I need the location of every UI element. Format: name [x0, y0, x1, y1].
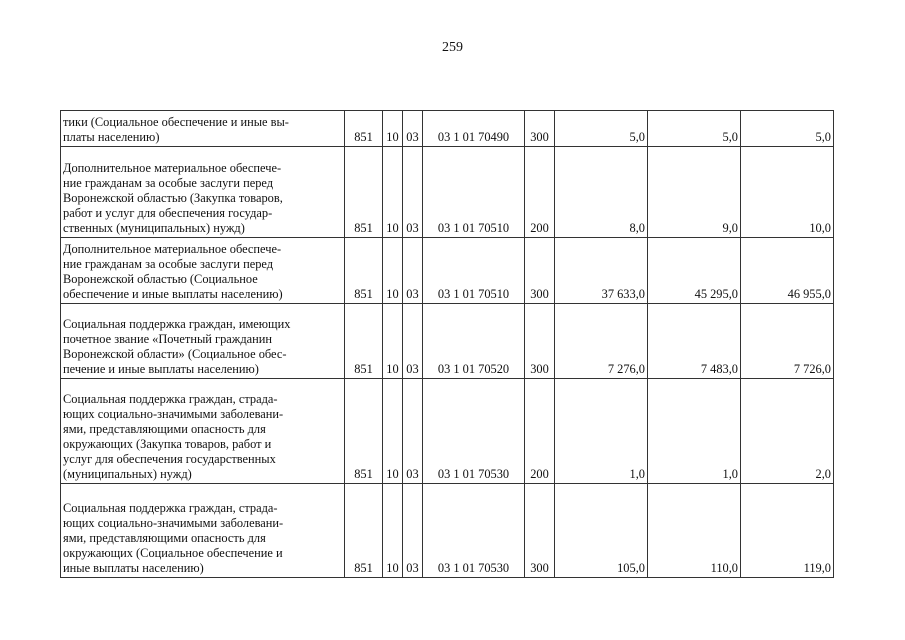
- page-number: 259: [442, 40, 463, 55]
- grbs-cell: 851: [345, 484, 383, 578]
- grbs-cell: 851: [345, 379, 383, 484]
- amount-year3: 119,0: [741, 484, 834, 578]
- grbs-cell: 851: [345, 147, 383, 238]
- amount-year3: 7 726,0: [741, 304, 834, 379]
- amount-year3: 2,0: [741, 379, 834, 484]
- rz-cell: 10: [383, 111, 403, 147]
- row-description: Социальная поддержка граждан, имеющих почетное звание «Почетный гражданин Воронежской области» (Социальное обес- печение и иные выплаты населению): [61, 304, 345, 379]
- rz-cell: 10: [383, 484, 403, 578]
- amount-year2: 7 483,0: [648, 304, 741, 379]
- csr-cell: 03 1 01 70520: [423, 304, 525, 379]
- amount-year2: 9,0: [648, 147, 741, 238]
- rz-cell: 10: [383, 238, 403, 304]
- row-description: тики (Социальное обеспечение и иные вы- платы населению): [61, 111, 345, 147]
- rz-cell: 10: [383, 147, 403, 238]
- amount-year2: 110,0: [648, 484, 741, 578]
- vr-cell: 200: [525, 147, 555, 238]
- amount-year3: 10,0: [741, 147, 834, 238]
- amount-year3: 46 955,0: [741, 238, 834, 304]
- vr-cell: 300: [525, 304, 555, 379]
- budget-table: [60, 110, 834, 578]
- amount-year2: 5,0: [648, 111, 741, 147]
- table-row: [61, 147, 834, 238]
- amount-year1: 37 633,0: [555, 238, 648, 304]
- row-description: Социальная поддержка граждан, страда- ющих социально-значимыми заболевани- ями, представляющими опасность для окружающих (Социальное обеспечение и иные выплаты населению): [61, 484, 345, 578]
- row-description: Социальная поддержка граждан, страда- ющих социально-значимыми заболевани- ями, представляющими опасность для окружающих (Закупка товаров, работ и услуг для обеспечения государственных (муниципальных) нужд): [61, 379, 345, 484]
- csr-cell: 03 1 01 70510: [423, 238, 525, 304]
- csr-cell: 03 1 01 70530: [423, 379, 525, 484]
- vr-cell: 200: [525, 379, 555, 484]
- csr-cell: 03 1 01 70530: [423, 484, 525, 578]
- amount-year2: 45 295,0: [648, 238, 741, 304]
- table-row: [61, 111, 834, 147]
- table-row: [61, 484, 834, 578]
- csr-cell: 03 1 01 70490: [423, 111, 525, 147]
- amount-year1: 105,0: [555, 484, 648, 578]
- amount-year1: 7 276,0: [555, 304, 648, 379]
- amount-year1: 1,0: [555, 379, 648, 484]
- csr-cell: 03 1 01 70510: [423, 147, 525, 238]
- vr-cell: 300: [525, 238, 555, 304]
- pr-cell: 03: [403, 147, 423, 238]
- amount-year2: 1,0: [648, 379, 741, 484]
- amount-year1: 8,0: [555, 147, 648, 238]
- vr-cell: 300: [525, 484, 555, 578]
- amount-year3: 5,0: [741, 111, 834, 147]
- grbs-cell: 851: [345, 111, 383, 147]
- pr-cell: 03: [403, 304, 423, 379]
- row-description: Дополнительное материальное обеспече- ние гражданам за особые заслуги перед Воронежской областью (Социальное обеспечение и иные выплаты населению): [61, 238, 345, 304]
- table-row: [61, 304, 834, 379]
- grbs-cell: 851: [345, 304, 383, 379]
- grbs-cell: 851: [345, 238, 383, 304]
- rz-cell: 10: [383, 304, 403, 379]
- rz-cell: 10: [383, 379, 403, 484]
- row-description: Дополнительное материальное обеспече- ние гражданам за особые заслуги перед Воронежской областью (Закупка товаров, работ и услуг для обеспечения государ- ственных (муниципальных) нужд): [61, 147, 345, 238]
- pr-cell: 03: [403, 379, 423, 484]
- amount-year1: 5,0: [555, 111, 648, 147]
- table-row: [61, 379, 834, 484]
- vr-cell: 300: [525, 111, 555, 147]
- table-row: [61, 238, 834, 304]
- pr-cell: 03: [403, 111, 423, 147]
- pr-cell: 03: [403, 484, 423, 578]
- pr-cell: 03: [403, 238, 423, 304]
